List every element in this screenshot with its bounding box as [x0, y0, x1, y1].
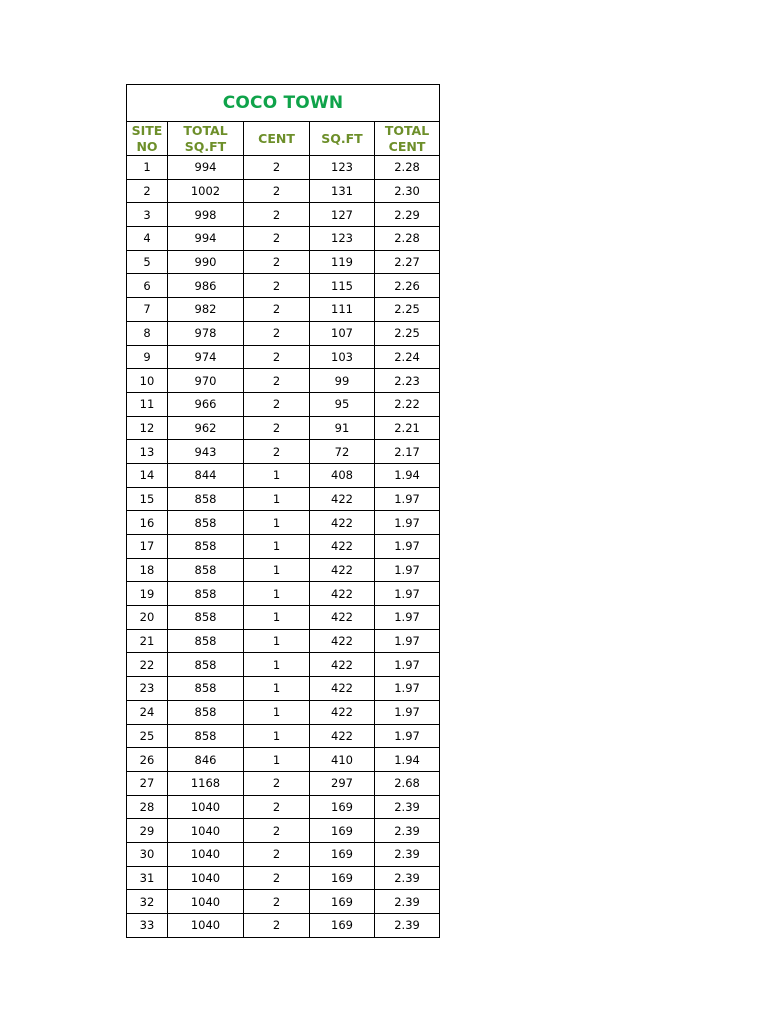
table-row [127, 440, 440, 464]
total-cent-cell: 1.97 [375, 535, 440, 559]
table-row [127, 558, 440, 582]
cent-cell: 2 [244, 416, 310, 440]
site-no-cell: 7 [127, 298, 168, 322]
total-sqft-cell: 994 [168, 156, 244, 180]
column-header-line: SQ.FT [184, 138, 227, 154]
sqft-cell: 422 [310, 535, 375, 559]
total-cent-cell: 2.39 [375, 866, 440, 890]
cent-cell: 1 [244, 535, 310, 559]
site-no-cell: 17 [127, 535, 168, 559]
total-cent-header [375, 122, 440, 156]
cent-cell: 2 [244, 866, 310, 890]
column-header-line: TOTAL [384, 122, 430, 138]
sqft-header [310, 122, 375, 156]
sqft-cell: 72 [310, 440, 375, 464]
sqft-cell: 169 [310, 890, 375, 914]
total-cent-cell: 2.39 [375, 795, 440, 819]
table-row [127, 795, 440, 819]
total-cent-cell: 2.39 [375, 842, 440, 866]
site-no-cell: 24 [127, 700, 168, 724]
total-sqft-cell: 858 [168, 582, 244, 606]
total-sqft-cell: 994 [168, 227, 244, 251]
cent-cell: 1 [244, 748, 310, 772]
table-row [127, 653, 440, 677]
table-row [127, 842, 440, 866]
site-no-cell: 8 [127, 321, 168, 345]
total-sqft-cell: 1168 [168, 771, 244, 795]
cent-cell: 2 [244, 156, 310, 180]
table-row [127, 321, 440, 345]
cent-cell: 1 [244, 724, 310, 748]
cent-cell: 2 [244, 179, 310, 203]
table-row [127, 748, 440, 772]
sqft-cell: 99 [310, 369, 375, 393]
column-header-line: SQ.FT [321, 130, 363, 146]
sqft-cell: 422 [310, 724, 375, 748]
total-sqft-cell: 858 [168, 724, 244, 748]
site-no-cell: 27 [127, 771, 168, 795]
total-sqft-cell: 846 [168, 748, 244, 772]
table-row [127, 677, 440, 701]
table-row [127, 629, 440, 653]
site-no-cell: 22 [127, 653, 168, 677]
total-cent-cell: 1.97 [375, 511, 440, 535]
table-row [127, 771, 440, 795]
sqft-cell: 422 [310, 582, 375, 606]
column-header-line: CENT [258, 130, 295, 146]
sqft-cell: 169 [310, 819, 375, 843]
sqft-cell: 297 [310, 771, 375, 795]
table-row [127, 535, 440, 559]
site-no-cell: 11 [127, 392, 168, 416]
table-row [127, 227, 440, 251]
total-sqft-cell: 858 [168, 535, 244, 559]
total-cent-cell: 2.30 [375, 179, 440, 203]
site-no-cell: 4 [127, 227, 168, 251]
cent-cell: 1 [244, 487, 310, 511]
sqft-cell: 111 [310, 298, 375, 322]
table-row [127, 866, 440, 890]
sqft-cell: 422 [310, 487, 375, 511]
column-header-line: NO [136, 138, 158, 154]
site-no-cell: 20 [127, 606, 168, 630]
sqft-cell: 119 [310, 250, 375, 274]
site-no-cell: 23 [127, 677, 168, 701]
table-row [127, 463, 440, 487]
total-sqft-cell: 978 [168, 321, 244, 345]
site-no-cell: 19 [127, 582, 168, 606]
table-row [127, 582, 440, 606]
table-row [127, 345, 440, 369]
total-sqft-cell: 962 [168, 416, 244, 440]
sqft-cell: 169 [310, 866, 375, 890]
total-sqft-cell: 1040 [168, 914, 244, 938]
cent-cell: 1 [244, 463, 310, 487]
total-cent-cell: 2.39 [375, 819, 440, 843]
table-row [127, 369, 440, 393]
total-cent-cell: 2.25 [375, 321, 440, 345]
site-no-cell: 2 [127, 179, 168, 203]
site-no-cell: 6 [127, 274, 168, 298]
sqft-cell: 127 [310, 203, 375, 227]
total-sqft-cell: 858 [168, 629, 244, 653]
table-row [127, 700, 440, 724]
table-row [127, 890, 440, 914]
cent-cell: 1 [244, 511, 310, 535]
total-sqft-cell: 986 [168, 274, 244, 298]
column-header-line: CENT [388, 138, 426, 154]
cent-cell: 1 [244, 653, 310, 677]
total-sqft-cell: 943 [168, 440, 244, 464]
site-no-cell: 15 [127, 487, 168, 511]
sqft-cell: 422 [310, 606, 375, 630]
table-row [127, 416, 440, 440]
site-no-cell: 3 [127, 203, 168, 227]
total-sqft-cell: 970 [168, 369, 244, 393]
site-no-cell: 16 [127, 511, 168, 535]
site-no-cell: 5 [127, 250, 168, 274]
cent-cell: 2 [244, 274, 310, 298]
cent-cell: 2 [244, 890, 310, 914]
total-cent-cell: 2.29 [375, 203, 440, 227]
total-sqft-header [168, 122, 244, 156]
sqft-cell: 422 [310, 677, 375, 701]
site-no-cell: 10 [127, 369, 168, 393]
cent-header [244, 122, 310, 156]
site-no-cell: 12 [127, 416, 168, 440]
total-cent-cell: 2.21 [375, 416, 440, 440]
total-cent-cell: 1.97 [375, 582, 440, 606]
total-cent-cell: 2.28 [375, 227, 440, 251]
sqft-cell: 131 [310, 179, 375, 203]
total-cent-cell: 2.68 [375, 771, 440, 795]
sqft-cell: 422 [310, 558, 375, 582]
total-sqft-cell: 858 [168, 653, 244, 677]
sqft-cell: 107 [310, 321, 375, 345]
site-no-cell: 21 [127, 629, 168, 653]
total-sqft-cell: 998 [168, 203, 244, 227]
cent-cell: 2 [244, 842, 310, 866]
site-no-cell: 33 [127, 914, 168, 938]
sqft-cell: 91 [310, 416, 375, 440]
cent-cell: 2 [244, 440, 310, 464]
total-sqft-cell: 1040 [168, 842, 244, 866]
cent-cell: 2 [244, 369, 310, 393]
table-row [127, 274, 440, 298]
sqft-cell: 169 [310, 842, 375, 866]
cent-cell: 1 [244, 700, 310, 724]
total-cent-cell: 2.27 [375, 250, 440, 274]
total-cent-cell: 2.39 [375, 914, 440, 938]
table-body [127, 156, 440, 938]
table-row [127, 819, 440, 843]
table-row [127, 392, 440, 416]
total-cent-cell: 1.97 [375, 629, 440, 653]
cent-cell: 2 [244, 914, 310, 938]
site-no-cell: 13 [127, 440, 168, 464]
site-no-header [127, 122, 168, 156]
site-no-cell: 26 [127, 748, 168, 772]
total-sqft-cell: 1002 [168, 179, 244, 203]
total-cent-cell: 1.97 [375, 653, 440, 677]
site-no-cell: 30 [127, 842, 168, 866]
site-no-cell: 31 [127, 866, 168, 890]
cent-cell: 2 [244, 298, 310, 322]
sqft-cell: 169 [310, 914, 375, 938]
column-header-line: TOTAL [183, 122, 228, 138]
total-sqft-cell: 858 [168, 606, 244, 630]
total-sqft-cell: 858 [168, 558, 244, 582]
sqft-cell: 422 [310, 511, 375, 535]
table-row [127, 250, 440, 274]
total-sqft-cell: 844 [168, 463, 244, 487]
plot-table-sheet [126, 84, 439, 938]
cent-cell: 1 [244, 677, 310, 701]
sqft-cell: 103 [310, 345, 375, 369]
table-row [127, 914, 440, 938]
total-cent-cell: 2.39 [375, 890, 440, 914]
total-cent-cell: 2.28 [375, 156, 440, 180]
total-sqft-cell: 1040 [168, 795, 244, 819]
header-row [127, 122, 440, 156]
table-row [127, 156, 440, 180]
plot-table [126, 84, 440, 938]
site-no-cell: 1 [127, 156, 168, 180]
sqft-cell: 123 [310, 227, 375, 251]
total-cent-cell: 2.26 [375, 274, 440, 298]
total-cent-cell: 1.94 [375, 748, 440, 772]
total-sqft-cell: 982 [168, 298, 244, 322]
table-row [127, 179, 440, 203]
total-cent-cell: 1.97 [375, 558, 440, 582]
total-sqft-cell: 1040 [168, 890, 244, 914]
table-row [127, 511, 440, 535]
cent-cell: 1 [244, 582, 310, 606]
cent-cell: 2 [244, 250, 310, 274]
table-row [127, 606, 440, 630]
sqft-cell: 95 [310, 392, 375, 416]
site-no-cell: 28 [127, 795, 168, 819]
sqft-cell: 408 [310, 463, 375, 487]
total-sqft-cell: 966 [168, 392, 244, 416]
total-cent-cell: 2.22 [375, 392, 440, 416]
total-cent-cell: 1.97 [375, 724, 440, 748]
total-cent-cell: 1.97 [375, 677, 440, 701]
site-no-cell: 25 [127, 724, 168, 748]
cent-cell: 1 [244, 558, 310, 582]
total-cent-cell: 2.24 [375, 345, 440, 369]
table-row [127, 487, 440, 511]
total-sqft-cell: 974 [168, 345, 244, 369]
column-header-line: SITE [131, 122, 163, 138]
cent-cell: 2 [244, 771, 310, 795]
total-cent-cell: 1.97 [375, 700, 440, 724]
total-cent-cell: 2.23 [375, 369, 440, 393]
site-no-cell: 14 [127, 463, 168, 487]
cent-cell: 2 [244, 227, 310, 251]
total-sqft-cell: 1040 [168, 819, 244, 843]
sqft-cell: 169 [310, 795, 375, 819]
table-row [127, 298, 440, 322]
total-sqft-cell: 858 [168, 700, 244, 724]
sqft-cell: 410 [310, 748, 375, 772]
site-no-cell: 18 [127, 558, 168, 582]
sqft-cell: 422 [310, 629, 375, 653]
site-no-cell: 32 [127, 890, 168, 914]
table-row [127, 203, 440, 227]
cent-cell: 2 [244, 203, 310, 227]
total-sqft-cell: 990 [168, 250, 244, 274]
total-sqft-cell: 858 [168, 487, 244, 511]
total-sqft-cell: 858 [168, 511, 244, 535]
site-no-cell: 29 [127, 819, 168, 843]
total-cent-cell: 2.25 [375, 298, 440, 322]
cent-cell: 2 [244, 795, 310, 819]
sqft-cell: 115 [310, 274, 375, 298]
cent-cell: 1 [244, 629, 310, 653]
cent-cell: 2 [244, 321, 310, 345]
total-cent-cell: 1.94 [375, 463, 440, 487]
total-sqft-cell: 1040 [168, 866, 244, 890]
cent-cell: 2 [244, 392, 310, 416]
total-sqft-cell: 858 [168, 677, 244, 701]
total-cent-cell: 1.97 [375, 606, 440, 630]
sqft-cell: 123 [310, 156, 375, 180]
sqft-cell: 422 [310, 700, 375, 724]
total-cent-cell: 1.97 [375, 487, 440, 511]
table-row [127, 724, 440, 748]
table-title: COCO TOWN [127, 85, 440, 122]
total-cent-cell: 2.17 [375, 440, 440, 464]
site-no-cell: 9 [127, 345, 168, 369]
cent-cell: 2 [244, 345, 310, 369]
cent-cell: 1 [244, 606, 310, 630]
cent-cell: 2 [244, 819, 310, 843]
sqft-cell: 422 [310, 653, 375, 677]
